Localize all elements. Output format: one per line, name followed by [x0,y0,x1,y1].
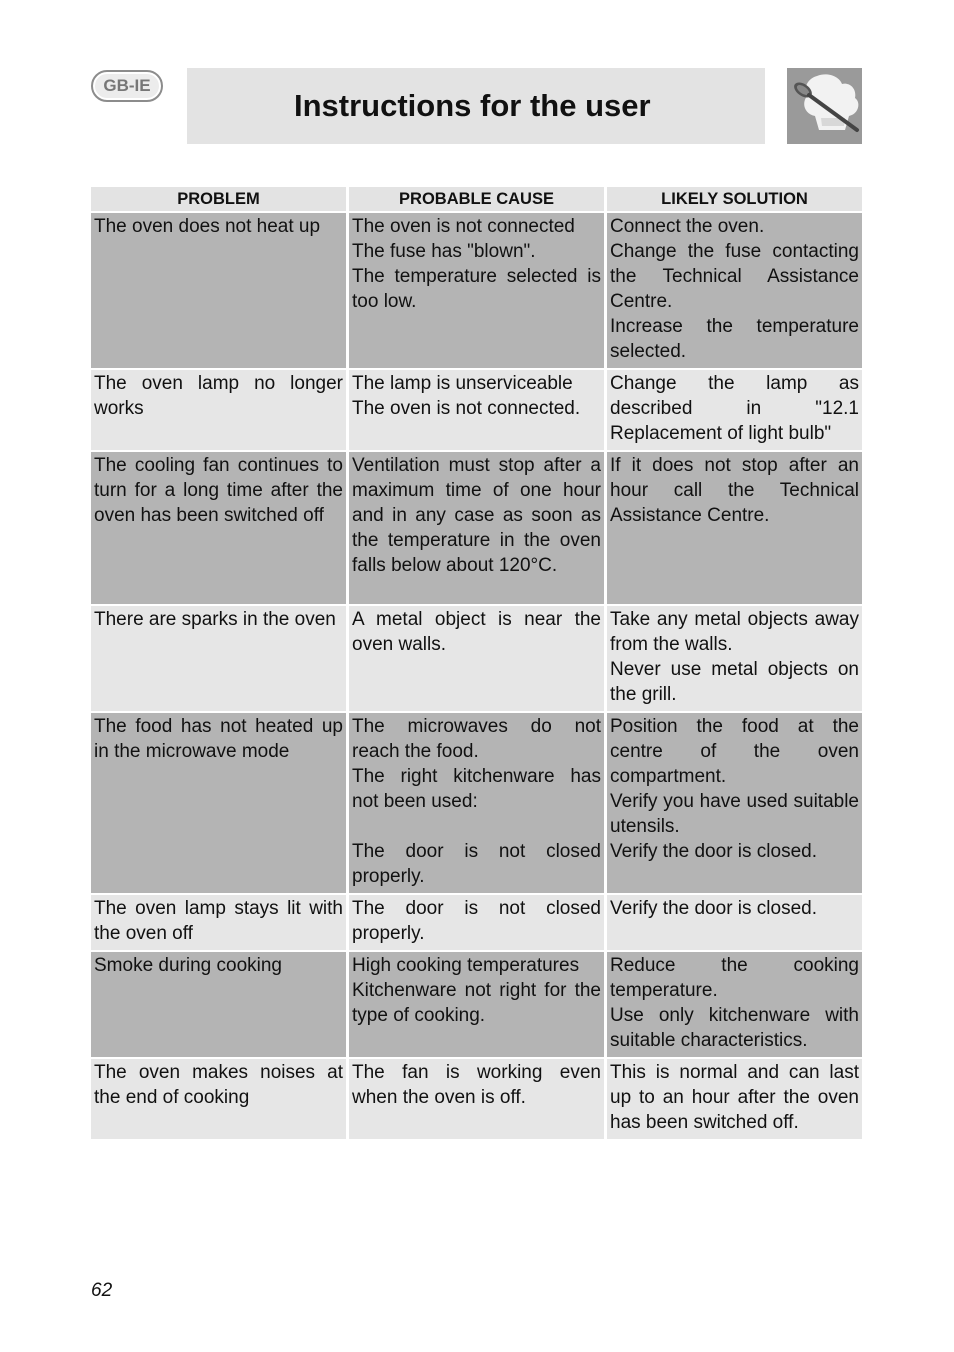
column-header-solution: LIKELY SOLUTION [607,187,862,211]
solution-cell [607,370,862,450]
cause-cell [349,452,604,604]
cause-line: The lamp is unserviceable [352,373,573,394]
solution-line: Verify the door is closed. [610,898,817,919]
cause-line: The oven is not connected. [352,398,581,419]
solution-line: If it does not stop after an hour call the Technical Assistance Centre. [610,455,859,526]
cause-line: The oven is not connected [352,216,575,237]
table-row [91,952,862,1057]
table-row [91,713,862,893]
solution-line: Verify the door is closed. [610,841,817,862]
cause-line: The door is not closed properly. [352,841,601,887]
solution-line: Reduce the cooking temperature. [610,955,859,1001]
solution-cell [607,713,862,893]
cause-cell [349,895,604,950]
cause-line: High cooking temperatures [352,955,580,976]
cause-line: The right kitchenware has not been used: [352,766,601,812]
solution-line: This is normal and can last up to an hour after the oven has been switched off. [610,1062,859,1133]
cause-cell [349,713,604,893]
solution-line: Never use metal objects on the grill. [610,659,859,705]
table-row [91,895,862,950]
table-row [91,606,862,711]
table-header-row [91,187,862,211]
cause-line: The door is not closed properly. [352,898,601,944]
solution-cell [607,213,862,368]
language-badge: GB-IE [91,70,163,102]
cause-line: The fuse has "blown". [352,241,536,262]
table-row [91,1059,862,1139]
solution-cell [607,452,862,604]
solution-line: Verify you have used suitable utensils. [610,791,859,837]
solution-line: Change the fuse contacting the Technical Assistance Centre. [610,241,859,312]
cause-line: Kitchenware not right for the type of cooking. [352,980,601,1026]
problem-cell: The oven lamp no longer works [91,370,346,450]
solution-line: Increase the temperature selected. [610,316,859,362]
cause-line: The temperature selected is too low. [352,266,601,312]
table-row [91,370,862,450]
solution-line: Position the food at the centre of the oven compartment. [610,716,859,787]
solution-cell [607,895,862,950]
title-bar [187,68,765,144]
solution-cell [607,606,862,711]
page-title: Instructions for the user [294,88,651,123]
spoon-and-chef-hat-icon [787,68,862,144]
cause-cell [349,213,604,368]
column-header-cause: PROBABLE CAUSE [349,187,604,211]
problem-cell: The cooling fan continues to turn for a long time after the oven has been switched off [91,452,346,604]
cause-cell [349,952,604,1057]
problem-cell: The oven lamp stays lit with the oven off [91,895,346,950]
solution-line: Use only kitchenware with suitable characteristics. [610,1005,859,1051]
cause-spacer [352,814,601,839]
cause-line: The fan is working even when the oven is off. [352,1062,601,1108]
solution-line: Take any metal objects away from the walls. [610,609,859,655]
column-header-problem: PROBLEM [91,187,346,211]
problem-cell: The food has not heated up in the microwave mode [91,713,346,893]
cause-line: The microwaves do not reach the food. [352,716,601,762]
cause-cell [349,1059,604,1139]
cause-line: A metal object is near the oven walls. [352,609,601,655]
cause-cell [349,370,604,450]
troubleshooting-table [88,185,865,1141]
page-number: 62 [91,1280,113,1301]
cause-cell [349,606,604,711]
table-row [91,213,862,368]
problem-cell: The oven makes noises at the end of cooking [91,1059,346,1139]
solution-cell [607,1059,862,1139]
solution-line: Change the lamp as described in "12.1 Replacement of light bulb" [610,373,859,444]
cause-line: Ventilation must stop after a maximum time of one hour and in any case as soon as the temperature in the oven falls below about 120°C. [352,455,601,576]
problem-cell: Smoke during cooking [91,952,346,1057]
solution-cell [607,952,862,1057]
problem-cell: The oven does not heat up [91,213,346,368]
solution-line: Connect the oven. [610,216,765,237]
table-row [91,452,862,604]
problem-cell: There are sparks in the oven [91,606,346,711]
